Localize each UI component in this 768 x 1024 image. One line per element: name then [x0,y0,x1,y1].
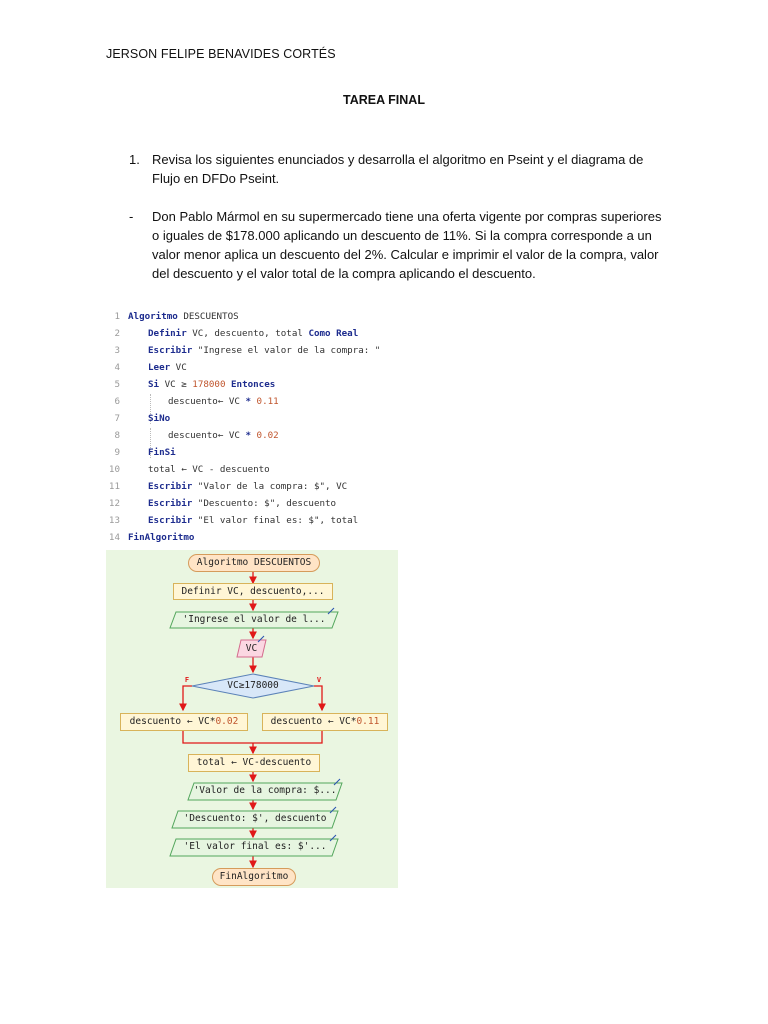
code-line-11: Escribir "Valor de la compra: $", VC [148,481,348,492]
line-number: 4 [114,362,120,373]
code-line-14: FinAlgoritmo [128,532,195,543]
code-line-4: Leer VC [148,362,187,373]
flow-prompt-label: 'Ingrese el valor de l... [182,614,326,625]
flow-false-label: F [184,676,190,684]
code-line-9: FinSi [148,447,176,458]
code-line-10: total ← VC - descuento [148,464,270,475]
item-2-text: Don Pablo Mármol en su supermercado tiene una oferta vigente por compras superiores o iguales de $178.000 aplicando un descuento de 11%. Si la compra corresponde a un valor menor aplica un descuento del 2%. Calcular e imprimir el valor de la compra, valor del descuento y el valor total de la compra aplicando el descuento. [152,209,662,281]
code-line-3: Escribir "Ingrese el valor de la compra: " [148,345,381,356]
line-number: 10 [108,464,120,475]
flow-define-node: Definir VC, descuento,... [173,583,333,600]
line-number: 9 [114,447,120,458]
item-1-text: Revisa los siguientes enunciados y desarrolla el algoritmo en Pseint y el diagrama de Flujo en DFDo Pseint. [152,152,644,186]
flow-total-node: total ← VC-descuento [188,754,320,772]
flow-out1-label: 'Valor de la compra: $... [193,785,337,796]
flow-condition-label: VC≥178000 [227,680,279,691]
code-line-13: Escribir "El valor final es: $", total [148,515,359,526]
flow-start-node: Algoritmo DESCUENTOS [188,554,320,572]
code-line-7: SiNo [148,413,171,424]
line-number: 14 [108,532,120,543]
line-number: 12 [108,498,120,509]
author-name: JERSON FELIPE BENAVIDES CORTÉS [106,47,336,61]
line-number: 8 [114,430,120,441]
line-number: 3 [114,345,120,356]
flow-true-branch-node: descuento ← VC*0.11 [262,713,388,731]
line-number: 6 [114,396,120,407]
flow-out3-label: 'El valor final es: $'... [183,841,327,852]
flow-end-node: FinAlgoritmo [212,868,296,886]
flow-out2-label: 'Descuento: $', descuento [183,813,327,824]
code-line-2: Definir VC, descuento, total Como Real [148,328,359,339]
flowchart [106,550,398,888]
code-line-5: Si VC ≥ 178000 Entonces [148,379,276,390]
flow-true-label: V [316,676,322,684]
line-number: 7 [114,413,120,424]
line-number: 5 [114,379,120,390]
item-2-bullet: - [129,209,134,224]
line-number: 2 [114,328,120,339]
code-line-12: Escribir "Descuento: $", descuento [148,498,337,509]
flow-read-label: VC [245,643,258,654]
item-1-number: 1. [129,152,140,167]
line-number: 1 [114,311,120,322]
code-line-8: descuento← VC * 0.02 [168,430,279,441]
line-number: 13 [108,515,120,526]
flow-false-branch-node: descuento ← VC*0.02 [120,713,248,731]
pseint-code-listing [106,308,381,546]
code-line-6: descuento← VC * 0.11 [168,396,279,407]
line-number: 11 [108,481,120,492]
document-title: TAREA FINAL [343,93,425,107]
code-line-1: Algoritmo DESCUENTOS [128,311,239,322]
